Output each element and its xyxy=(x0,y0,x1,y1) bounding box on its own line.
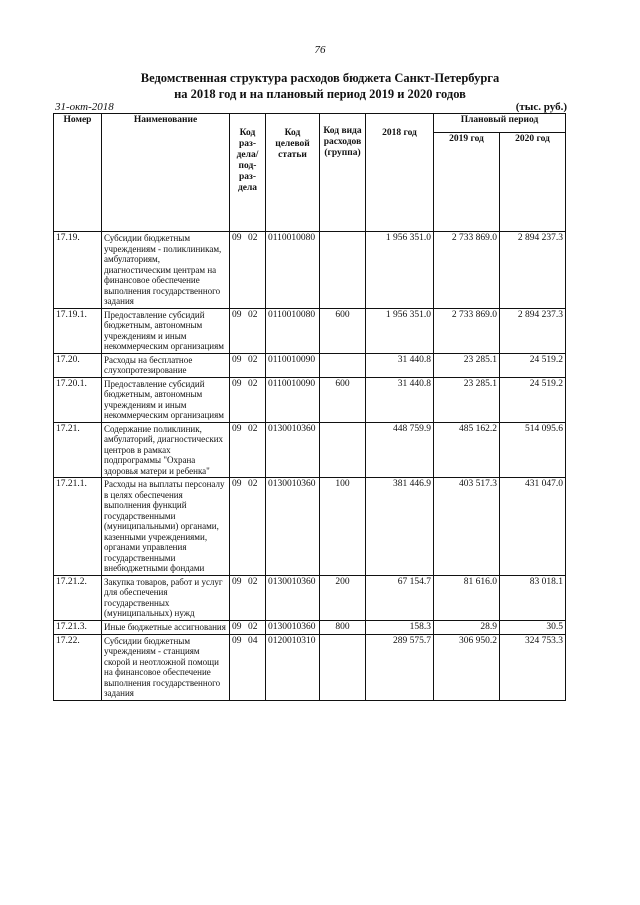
row-subsection-code: 02 xyxy=(248,479,258,489)
row-section-code: 09 xyxy=(232,479,242,489)
header-planned-period: Плановый период xyxy=(434,114,566,133)
row-expense-type xyxy=(320,353,366,377)
header-section: Код раз-дела/ под-раз-дела xyxy=(230,114,266,232)
title-line-2: на 2018 год и на плановый период 2019 и 2020 годов xyxy=(174,87,466,101)
row-name: Иные бюджетные ассигнования xyxy=(102,620,230,634)
row-name: Расходы на бесплатное слухопротезирование xyxy=(102,353,230,377)
row-section xyxy=(230,620,266,634)
row-amount-2019: 403 517.3 xyxy=(434,478,500,576)
row-amount-2020: 514 095.6 xyxy=(500,422,566,478)
document-date: 31-окт-2018 xyxy=(55,101,114,113)
row-amount-2020: 30.5 xyxy=(500,620,566,634)
row-name: Предоставление субсидий бюджетным, автономным учреждениям и иным некоммерческим организациям xyxy=(102,308,230,353)
row-amount-2019: 81 616.0 xyxy=(434,575,500,620)
row-target: 0130010360 xyxy=(266,422,320,478)
table-row xyxy=(54,377,566,422)
row-section-code: 09 xyxy=(232,354,242,365)
row-amount-2018: 381 446.9 xyxy=(366,478,434,576)
row-number: 17.21.1. xyxy=(54,478,102,576)
row-amount-2020: 24 519.2 xyxy=(500,377,566,422)
table-row xyxy=(54,353,566,377)
row-expense-type xyxy=(320,634,366,700)
row-section-code: 09 xyxy=(232,378,242,389)
row-expense-type xyxy=(320,422,366,478)
row-section-code: 09 xyxy=(232,621,242,632)
row-target: 0130010360 xyxy=(266,478,320,576)
table-row xyxy=(54,422,566,478)
row-target: 0110010090 xyxy=(266,377,320,422)
row-amount-2018: 1 956 351.0 xyxy=(366,232,434,309)
row-amount-2020: 2 894 237.3 xyxy=(500,232,566,309)
row-amount-2019: 485 162.2 xyxy=(434,422,500,478)
row-target: 0130010360 xyxy=(266,620,320,634)
row-target: 0110010080 xyxy=(266,308,320,353)
row-subsection-code: 02 xyxy=(248,354,258,365)
row-expense-type: 200 xyxy=(320,575,366,620)
row-name: Закупка товаров, работ и услуг для обеспечения государственных (муниципальных) нужд xyxy=(102,575,230,620)
row-number: 17.21.3. xyxy=(54,620,102,634)
title-line-1: Ведомственная структура расходов бюджета Санкт-Петербурга xyxy=(140,71,500,85)
row-section xyxy=(230,478,266,576)
row-subsection-code: 02 xyxy=(248,309,258,320)
row-subsection-code: 02 xyxy=(248,378,258,389)
row-amount-2020: 83 018.1 xyxy=(500,575,566,620)
row-expense-type: 100 xyxy=(320,478,366,576)
row-subsection-code: 02 xyxy=(248,576,258,587)
row-amount-2019: 2 733 869.0 xyxy=(434,308,500,353)
row-number: 17.20. xyxy=(54,353,102,377)
header-row xyxy=(54,114,566,133)
row-amount-2020: 324 753.3 xyxy=(500,634,566,700)
budget-table xyxy=(53,113,566,701)
row-expense-type: 600 xyxy=(320,308,366,353)
table-row xyxy=(54,575,566,620)
header-name: Наименование xyxy=(102,114,230,232)
row-name: Субсидии бюджетным учреждениям - станциям скорой и неотложной помощи на финансовое обеспечение выполнения государственного задания xyxy=(102,634,230,700)
row-amount-2018: 1 956 351.0 xyxy=(366,308,434,353)
row-amount-2020: 431 047.0 xyxy=(500,478,566,576)
table-row xyxy=(54,620,566,634)
row-amount-2020: 24 519.2 xyxy=(500,353,566,377)
row-amount-2019: 28.9 xyxy=(434,620,500,634)
units-label: (тыс. руб.) xyxy=(515,101,567,113)
row-subsection-code: 02 xyxy=(248,423,258,434)
header-2020: 2020 год xyxy=(500,133,566,232)
row-expense-type: 800 xyxy=(320,620,366,634)
row-subsection-code: 02 xyxy=(248,621,258,632)
table-row xyxy=(54,634,566,700)
header-target: Код целевой статьи xyxy=(266,114,320,232)
row-section xyxy=(230,634,266,700)
row-amount-2020: 2 894 237.3 xyxy=(500,308,566,353)
row-section-code: 09 xyxy=(232,423,242,434)
row-subsection-code: 04 xyxy=(248,635,258,646)
table-row xyxy=(54,308,566,353)
row-amount-2019: 306 950.2 xyxy=(434,634,500,700)
row-section xyxy=(230,422,266,478)
row-amount-2019: 23 285.1 xyxy=(434,353,500,377)
row-number: 17.21. xyxy=(54,422,102,478)
row-target: 0110010080 xyxy=(266,232,320,309)
row-number: 17.20.1. xyxy=(54,377,102,422)
row-target: 0130010360 xyxy=(266,575,320,620)
row-name: Предоставление субсидий бюджетным, автономным учреждениям и иным некоммерческим организациям xyxy=(102,377,230,422)
row-amount-2018: 448 759.9 xyxy=(366,422,434,478)
row-target: 0120010310 xyxy=(266,634,320,700)
page-number: 76 xyxy=(314,44,326,56)
row-name: Содержание поликлиник, амбулаторий, диагностических центров в рамках подпрограммы "Охрана здоровья матери и ребенка" xyxy=(102,422,230,478)
row-section-code: 09 xyxy=(232,635,242,646)
row-name: Субсидии бюджетным учреждениям - поликлиникам, амбулаториям, диагностическим центрам на финансовое обеспечение выполнения государственного задания xyxy=(102,232,230,309)
row-subsection-code: 02 xyxy=(248,233,258,243)
page-title xyxy=(0,70,640,102)
row-target: 0110010090 xyxy=(266,353,320,377)
table-row xyxy=(54,478,566,576)
row-section xyxy=(230,232,266,309)
row-amount-2018: 158.3 xyxy=(366,620,434,634)
row-amount-2019: 23 285.1 xyxy=(434,377,500,422)
row-section xyxy=(230,377,266,422)
row-number: 17.19. xyxy=(54,232,102,309)
row-amount-2018: 67 154.7 xyxy=(366,575,434,620)
row-section xyxy=(230,308,266,353)
row-section-code: 09 xyxy=(232,309,242,320)
row-expense-type xyxy=(320,232,366,309)
row-section xyxy=(230,575,266,620)
header-2019: 2019 год xyxy=(434,133,500,232)
row-section-code: 09 xyxy=(232,233,242,243)
row-amount-2018: 31 440.8 xyxy=(366,353,434,377)
row-number: 17.19.1. xyxy=(54,308,102,353)
row-section-code: 09 xyxy=(232,576,242,587)
row-amount-2018: 289 575.7 xyxy=(366,634,434,700)
header-expense-type: Код вида расходов (группа) xyxy=(320,114,366,232)
table-row xyxy=(54,232,566,309)
row-expense-type: 600 xyxy=(320,377,366,422)
row-amount-2019: 2 733 869.0 xyxy=(434,232,500,309)
header-number: Номер xyxy=(54,114,102,232)
row-number: 17.22. xyxy=(54,634,102,700)
row-section xyxy=(230,353,266,377)
row-name: Расходы на выплаты персоналу в целях обеспечения выполнения функций государственными (муниципальными) органами, казенными учреждениями, органами управления государственными внебюджетными фондами xyxy=(102,478,230,576)
row-number: 17.21.2. xyxy=(54,575,102,620)
table-body xyxy=(54,232,566,701)
row-amount-2018: 31 440.8 xyxy=(366,377,434,422)
header-2018: 2018 год xyxy=(366,114,434,232)
